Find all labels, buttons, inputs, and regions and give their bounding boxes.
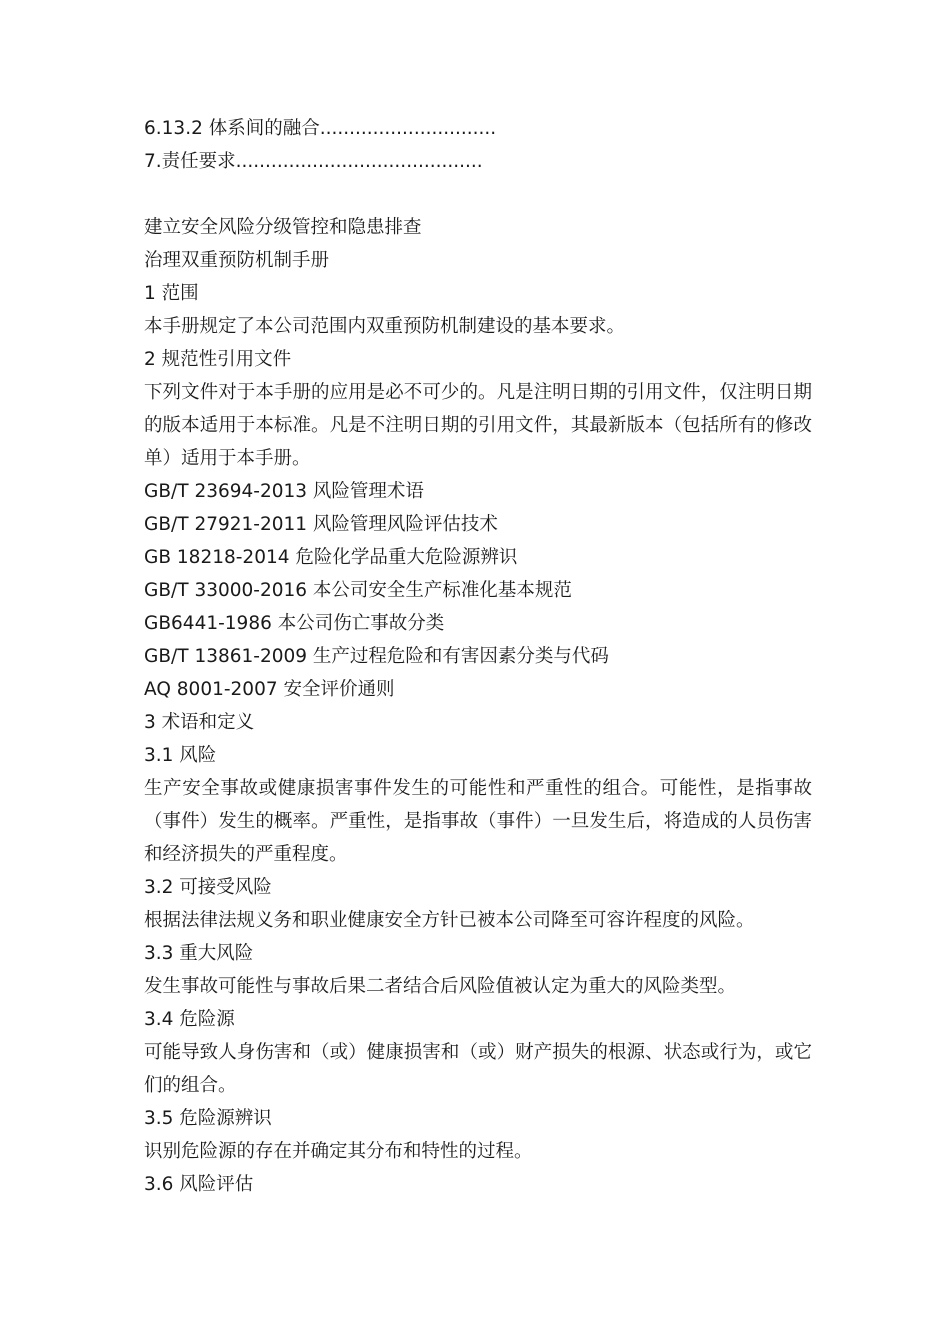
term-definition: 发生事故可能性与事故后果二者结合后风险值被认定为重大的风险类型。 — [144, 976, 737, 997]
term-definition: 根据法律法规义务和职业健康安全方针已被本公司降至可容许程度的风险。 — [144, 910, 755, 931]
reference-item: GB/T 13861-2009 生产过程危险和有害因素分类与代码 — [144, 646, 609, 667]
reference-item: GB/T 33000-2016 本公司安全生产标准化基本规范 — [144, 580, 572, 601]
document-title-line-1: 建立安全风险分级管控和隐患排查 — [144, 217, 422, 238]
term-heading: 3.5 危险源辨识 — [144, 1108, 272, 1129]
section-text-scope: 本手册规定了本公司范围内双重预防机制建设的基本要求。 — [144, 316, 626, 337]
reference-item: GB 18218-2014 危险化学品重大危险源辨识 — [144, 547, 518, 568]
reference-item: AQ 8001-2007 安全评价通则 — [144, 679, 395, 700]
section-heading-normative-references: 2 规范性引用文件 — [144, 349, 292, 370]
toc-entry[interactable]: 6.13.2 体系间的融合.............................. — [144, 118, 497, 139]
document-content — [144, 112, 812, 1201]
section-heading-terms: 3 术语和定义 — [144, 712, 255, 733]
term-heading: 3.3 重大风险 — [144, 943, 254, 964]
document-title-line-2: 治理双重预防机制手册 — [144, 250, 330, 271]
term-heading: 3.1 风险 — [144, 745, 217, 766]
spacer — [144, 178, 812, 211]
term-definition: 可能导致人身伤害和（或）健康损害和（或）财产损失的根源、状态或行为，或它们的组合。 — [144, 1042, 812, 1096]
term-heading: 3.4 危险源 — [144, 1009, 235, 1030]
term-heading: 3.2 可接受风险 — [144, 877, 272, 898]
section-heading-scope: 1 范围 — [144, 283, 199, 304]
toc-entry[interactable]: 7.责任要求.......................................... — [144, 151, 483, 172]
reference-item: GB/T 27921-2011 风险管理风险评估技术 — [144, 514, 498, 535]
reference-item: GB6441-1986 本公司伤亡事故分类 — [144, 613, 445, 634]
term-definition: 生产安全事故或健康损害事件发生的可能性和严重性的组合。可能性，是指事故（事件）发生的概率。严重性，是指事故（事件）一旦发生后，将造成的人员伤害和经济损失的严重程度。 — [144, 778, 812, 865]
section-text-normative-references: 下列文件对于本手册的应用是必不可少的。凡是注明日期的引用文件，仅注明日期的版本适用于本标准。凡是不注明日期的引用文件，其最新版本（包括所有的修改单）适用于本手册。 — [144, 382, 812, 469]
reference-item: GB/T 23694-2013 风险管理术语 — [144, 481, 424, 502]
term-definition: 识别危险源的存在并确定其分布和特性的过程。 — [144, 1141, 533, 1162]
term-heading: 3.6 风险评估 — [144, 1174, 254, 1195]
